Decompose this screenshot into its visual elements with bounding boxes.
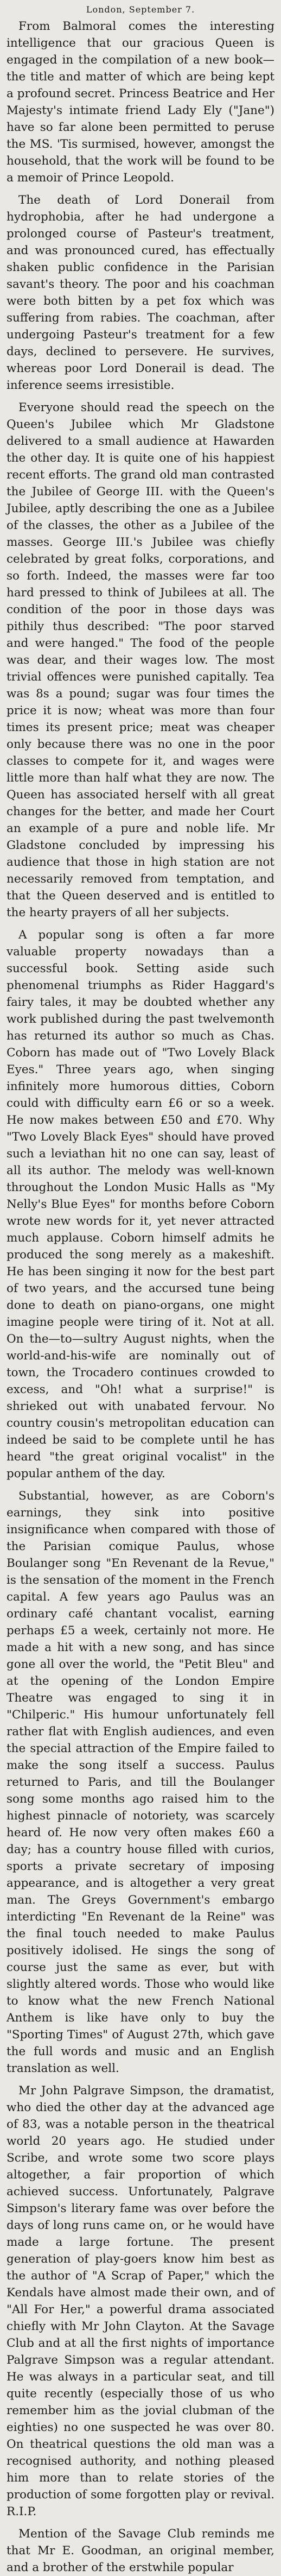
dateline: London, September 7. bbox=[86, 4, 195, 15]
paragraph-paulus: Substantial, however, as are Coborn's earnings, they sink into positive insignificance when compared with those of the Parisian comique Paulus, whose Boulanger song "En Revenant de la Revue," is the sensation of the moment in the French capital. A few years ago Paulus was an ordinary café chantant vocalist, earning perhaps £5 a week, certainly not more. He made a hit with a new song, and has since gone all over the world, the "Petit Bleu" and at the opening of the London Empire Theatre was engaged to sing it in "Chilperic." His humour unfortunately fell rather flat with English audiences, and even the special attraction of the Empire failed to make the song itself a success. Paulus returned to Paris, and till the Boulanger song some months ago raised him to the highest pinnacle of notoriety, was scarcely heard of. He now very often makes £60 a day; has a country house filled with curios, sports a private secretary of imposing appearance, and is altogether a very great man. The Greys Government's embargo interdicting "En Revenant de la Reine" was the final touch needed to make Paulus positively idolised. He sings the song of course just the same as ever, but with slightly altered words. Those who would like to know what the new French National Anthem is like have only to buy the "Sporting Times" of August 27th, which gave the full words and music and an English translation as well. bbox=[7, 1489, 274, 2075]
paragraph-palgrave-simpson: Mr John Palgrave Simpson, the dramatist, who died the other day at the advanced age of 83, was a notable person in the theatrical world 20 years ago. He studied under Scribe, and wrote some two score plays altogether, a fair proportion of which achieved success. Unfortunately, Palgrave Simpson's literary fame was over before the days of long runs came on, or he would have made a large fortune. The present generation of play-goers know him best as the author of "A Scrap of Paper," which the Kendals have almost made their own, and of "All For Her," a powerful drama associated chiefly with Mr John Clayton. At the Savage Club and at all the first nights of importance Palgrave Simpson was a regular attendant. He was always in a particular seat, and till quite recently (especially those of us who remember him as the jovial clubman of the eighties) no one suspected he was over 80. On theatrical questions the old man was a recognised authority, and nothing pleased him more than to relate stories of the production of some forgotten play or revival. R.I.P. bbox=[7, 2084, 274, 2518]
paragraph-savage-club: Mention of the Savage Club reminds me that Mr E. Goodman, an original member, and a brother of the erstwhile popular bbox=[7, 2527, 274, 2574]
paragraph-balmoral-book: From Balmoral comes the interesting intelligence that our gracious Queen is engaged in the compilation of a new book—the title and matter of which are being kept a profound secret. Princess Beatrice and Her Majesty's intimate friend Lady Ely ("Jane") have so far alone been permitted to peruse the MS. 'Tis surmised, however, amongst the household, that the work will be found to be a memoir of Prince Leopold. bbox=[7, 20, 274, 185]
paragraph-popular-song: A popular song is often a far more valuable property nowadays than a successful book. Setting aside such phenomenal triumphs as Rider Haggard's fairy tales, it may be doubted whether any work published during the past twelvemonth has returned its author so much as Chas. Coborn has made out of "Two Lovely Black Eyes." Three years ago, when singing infinitely more humorous ditties, Coborn could with difficulty earn £6 or so a week. He now makes between £50 and £70. Why "Two Lovely Black Eyes" should have proved such a leviathan hit no one can say, least of all its author. The melody was well-known throughout the London Music Halls as "My Nelly's Blue Eyes" for months before Coborn wrote new words for it, yet never attracted much applause. Coborn himself admits he produced the song merely as a makeshift. He has been singing it now for the best part of two years, and the accursed tune being done to death on piano-organs, one might imagine people were tiring of it. Not at all. On the—to—sultry August nights, when the world-and-his-wife are nominally out of town, the Trocadero continues crowded to excess, and "Oh! what a surprise!" is shrieked out with unabated fervour. No country cousin's metropolitan education can indeed be said to be complete until he has heard "the great original vocalist" in the popular anthem of the day. bbox=[7, 928, 274, 1481]
paragraph-lord-donerail: The death of Lord Donerail from hydrophobia, after he had undergone a prolonged course of Pasteur's treatment, and was pronounced cured, has effectually shaken public confidence in the Parisian savant's theory. The poor and his coachman were both bitten by a pet fox which was suffering from rabies. The coachman, after undergoing Pasteur's treatment for a few days, declined to persevere. He survives, whereas poor Lord Donerail is dead. The inference seems irresistible. bbox=[7, 193, 274, 392]
paragraph-jubilee-speech: Everyone should read the speech on the Queen's Jubilee which Mr Gladstone delivered to a small audience at Hawarden the other day. It is quite one of his happiest recent efforts. The grand old man contrasted the Jubilee of George III. with the Queen's Jubilee, aptly describing the one as a Jubilee of the classes, the other as a Jubilee of the masses. George III.'s Jubilee was chiefly celebrated by great folks, corporations, and so forth. Indeed, the masses were far too hard pressed to think of Jubilees at all. The condition of the poor in those days was pithily thus described: "The poor starved and were hanged." The food of the people was dear, and their wages low. The most trivial offences were punished capitally. Tea was 8s a pound; sugar was four times the price it is now; wheat was more than four times its present price; meat was cheaper only because there was no one in the poor classes to compete for it, and wages were little more than half what they are now. The Queen has associated herself with all great changes for the better, and made her Court an example of a pure and noble life. Mr Gladstone concluded by impressing his audience that those in high station are not necessarily removed from temptation, and that the Queen deserved and is entitled to the hearty prayers of all her subjects. bbox=[7, 401, 274, 919]
